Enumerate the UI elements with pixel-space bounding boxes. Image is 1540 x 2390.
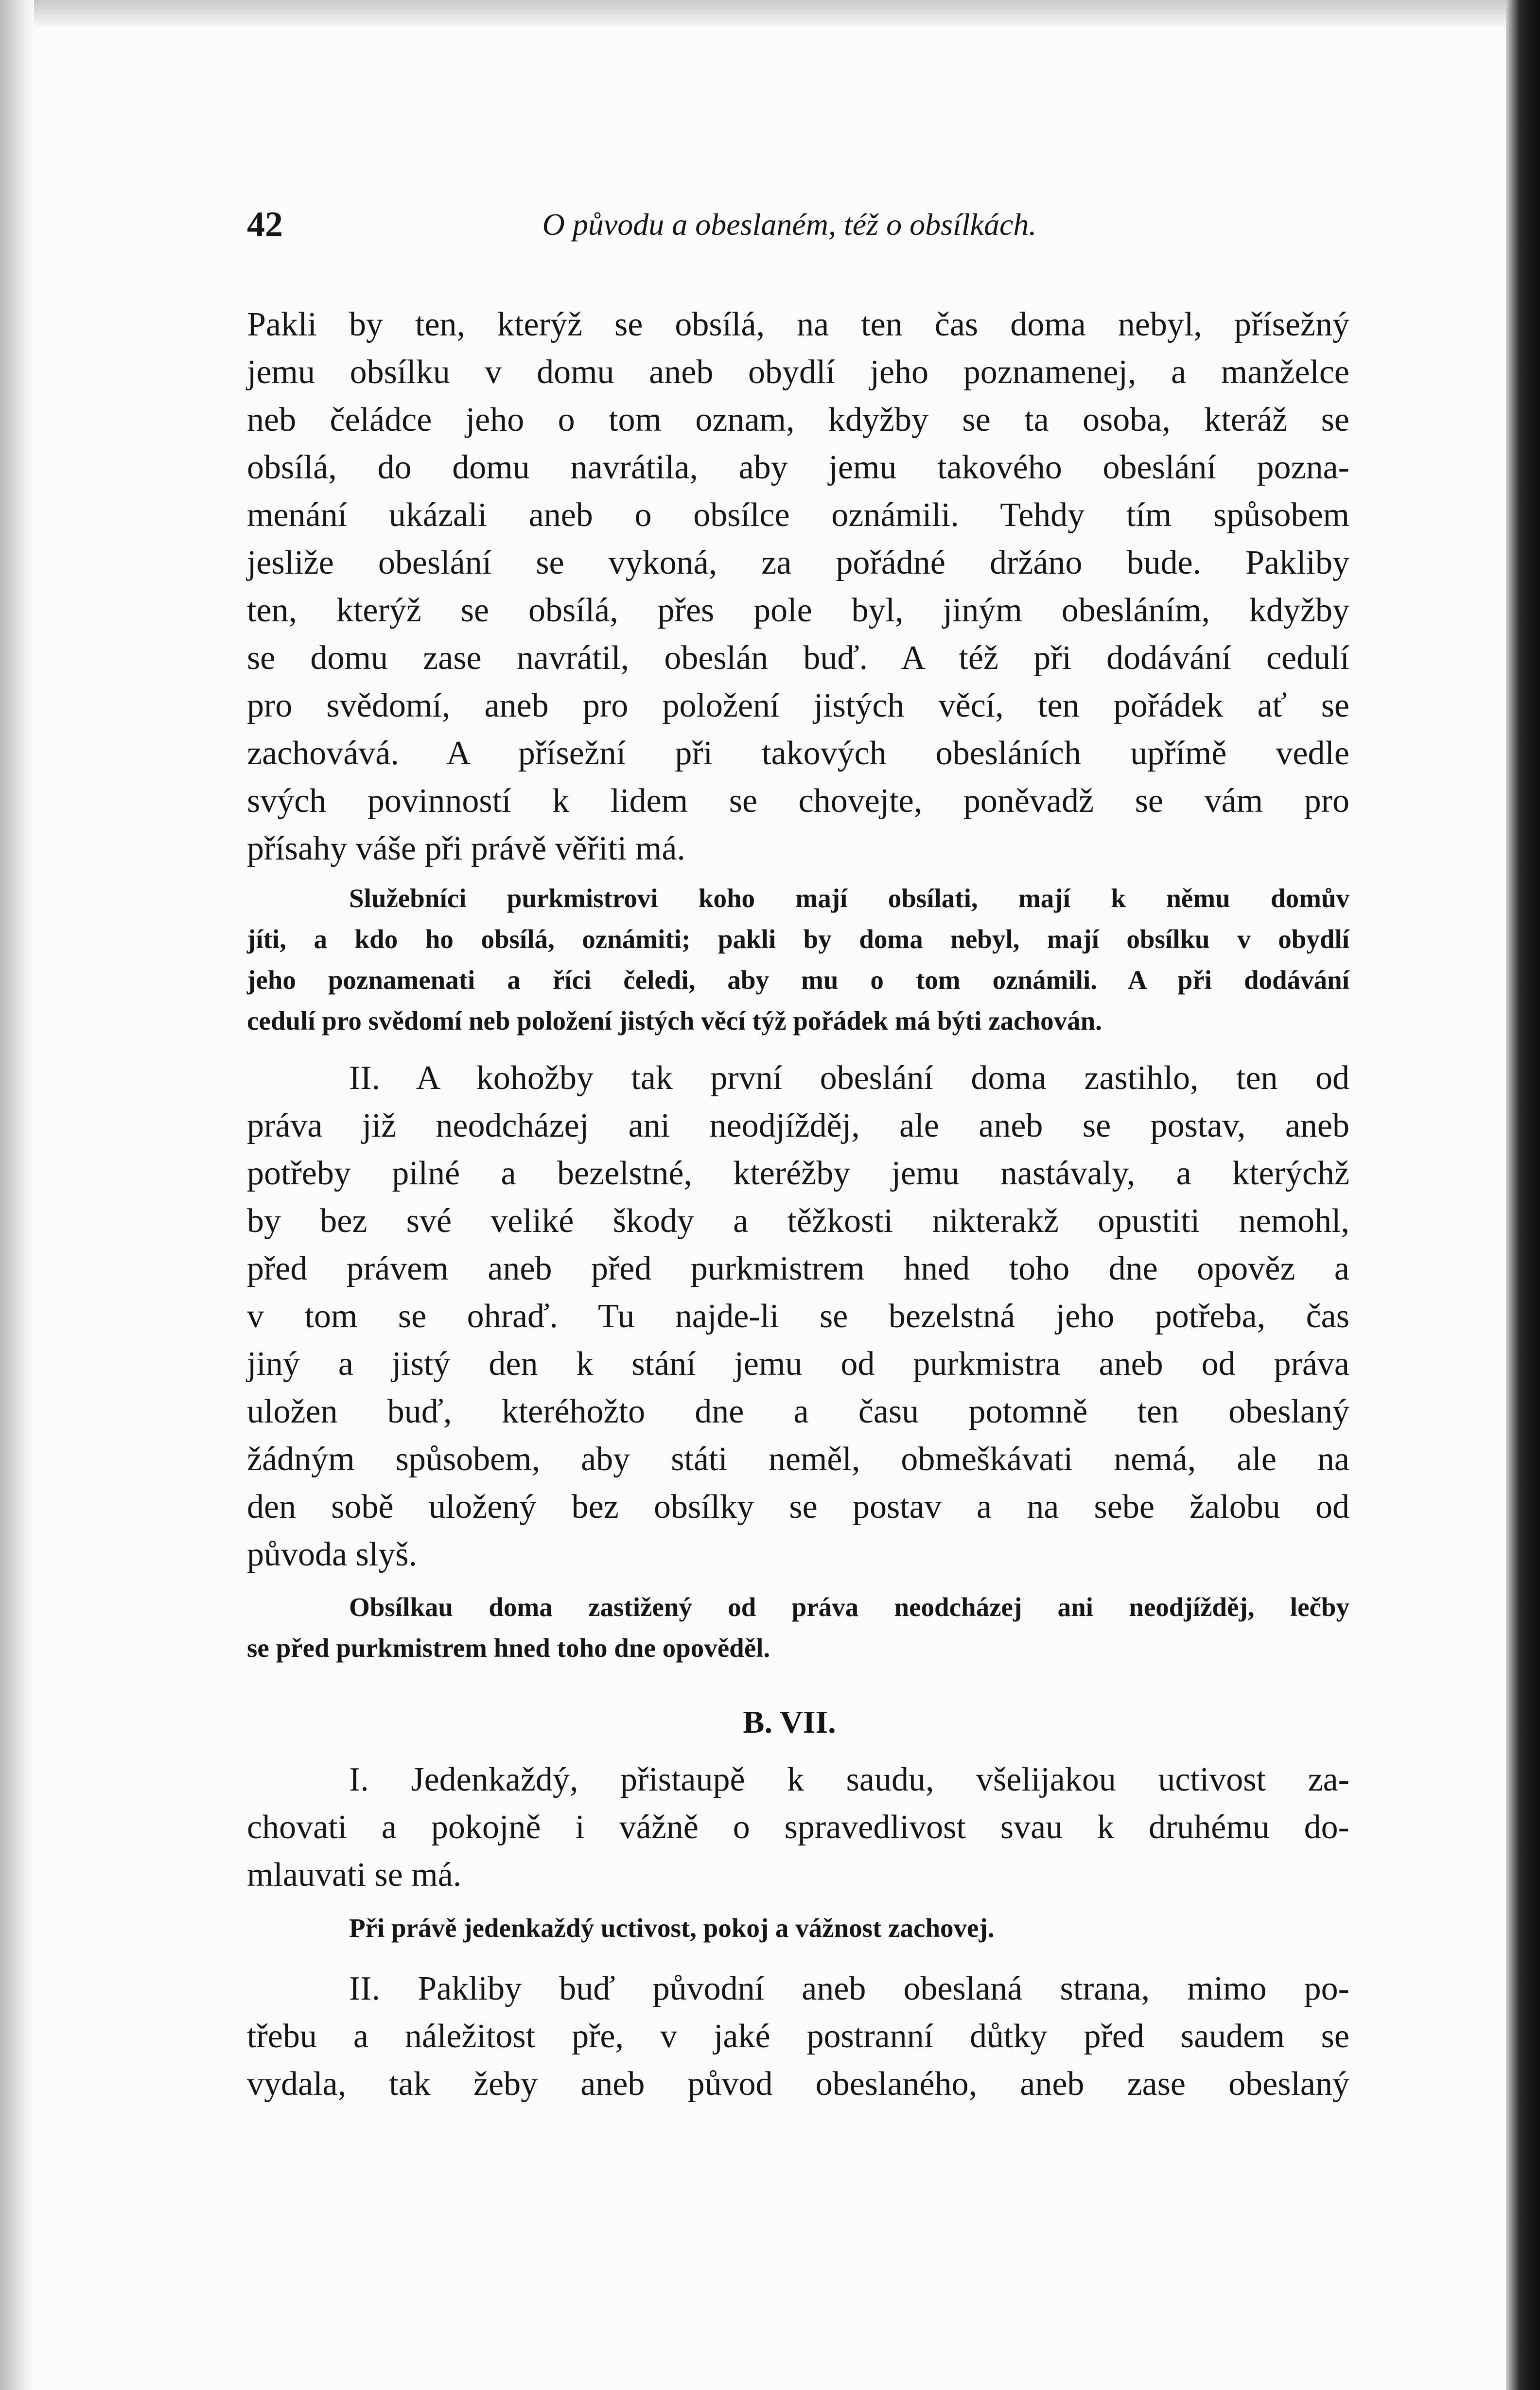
text-line: by bez své veliké škody a těžkosti nikterakž opustiti nemohl, [247,1202,1349,1240]
paragraph-2 [247,1054,1349,1579]
text-line: uložen buď, kteréhožto dne a času potomně ten obeslaný [247,1393,1349,1430]
paragraph-1 [247,301,1349,873]
note-2 [247,1587,1349,1669]
text-line: Služebníci purkmistrovi koho mají obsílati, mají k němu domův [349,883,1349,913]
text-line: svých povinností k lidem se chovejte, poněvadž se vám pro [247,782,1349,820]
paragraph-3 [247,1756,1349,1899]
text-line: neb čeládce jeho o tom oznam, kdyžby se ta osoba, kteráž se [247,401,1349,439]
text-line: mlauvati se má. [247,1856,462,1894]
text-line: práva již neodcházej ani neodjížděj, ale aneb se postav, aneb [247,1107,1349,1144]
text-line: jíti, a kdo ho obsílá, oznámiti; pakli by doma nebyl, mají obsílku v obydlí [247,924,1349,954]
text-line: obsílá, do domu navrátila, aby jemu takového obeslání pozna- [247,449,1349,486]
text-line: ten, kterýž se obsílá, přes pole byl, jiným obesláním, kdyžby [247,592,1349,629]
text-line: původa slyš. [247,1536,417,1573]
text-line: před právem aneb před purkmistrem hned toho dne opověz a [247,1250,1349,1287]
text-line: potřeby pilné a bezelstné, kteréžby jemu nastávaly, a kterýchž [247,1155,1349,1192]
text-line: jemu obsílku v domu aneb obydlí jeho poznamenej, a manželce [247,353,1349,391]
text-line: v tom se ohraď. Tu najde-li se bezelstná jeho potřeba, čas [247,1298,1349,1335]
text-line: se před purkmistrem hned toho dne opověděl. [247,1633,770,1663]
note-3 [247,1908,1349,1949]
paragraph-4 [247,1965,1349,2108]
text-line: Pakli by ten, kterýž se obsílá, na ten čas doma nebyl, přísežný [247,306,1349,343]
text-line: II. A kohožby tak první obeslání doma zastihlo, ten od [349,1059,1349,1097]
page-number: 42 [247,205,283,245]
text-line: žádným spůsobem, aby státi neměl, obmeškávati nemá, ale na [247,1441,1349,1478]
text-line: vydala, tak žeby aneb původ obeslaného, aneb zase obeslaný [247,2065,1349,2103]
text-line: pro svědomí, aneb pro položení jistých věcí, ten pořádek ať se [247,687,1349,724]
text-line: chovati a pokojně i vážně o spravedlivost svau k druhému do- [247,1809,1349,1846]
text-line: II. Pakliby buď původní aneb obeslaná strana, mimo po- [349,1970,1349,2007]
text-line: menání ukázali aneb o obsílce oznámili. Tehdy tím spůsobem [247,496,1349,534]
text-line: třebu a náležitost pře, v jaké postranní důtky před saudem se [247,2018,1349,2055]
text-line: jesliže obeslání se vykoná, za pořádné držáno bude. Pakliby [247,544,1349,581]
scan-shadow-top [0,0,1540,29]
text-line: cedulí pro svědomí neb položení jistých věcí týž pořádek má býti zachován. [247,1006,1102,1036]
text-line: Obsílkau doma zastižený od práva neodcházej ani neodjížděj, lečby [349,1592,1349,1622]
text-line: přísahy váše při právě věřiti má. [247,830,685,867]
text-line: jiný a jistý den k stání jemu od purkmistra aneb od práva [247,1345,1349,1383]
running-title: O původu a obeslaném, též o obsílkách. [542,207,1037,242]
scan-shadow-left [0,0,34,2390]
scan-edge-right [1506,0,1540,2390]
text-line: den sobě uložený bez obsílky se postav a na sebe žalobu od [247,1488,1349,1526]
note-1 [247,878,1349,1041]
text-line: se domu zase navrátil, obeslán buď. A též při dodávání cedulí [247,639,1349,677]
section-heading: B. VII. [743,1705,836,1740]
text-line: I. Jedenkaždý, přistaupě k saudu, všelijakou uctivost za- [349,1761,1349,1798]
text-line: zachovává. A přísežní při takových obesláních upřímě vedle [247,735,1349,772]
text-line: jeho poznamenati a říci čeledi, aby mu o tom oznámili. A při dodávání [247,965,1349,995]
text-line: Při právě jedenkaždý uctivost, pokoj a vážnost zachovej. [349,1913,995,1943]
